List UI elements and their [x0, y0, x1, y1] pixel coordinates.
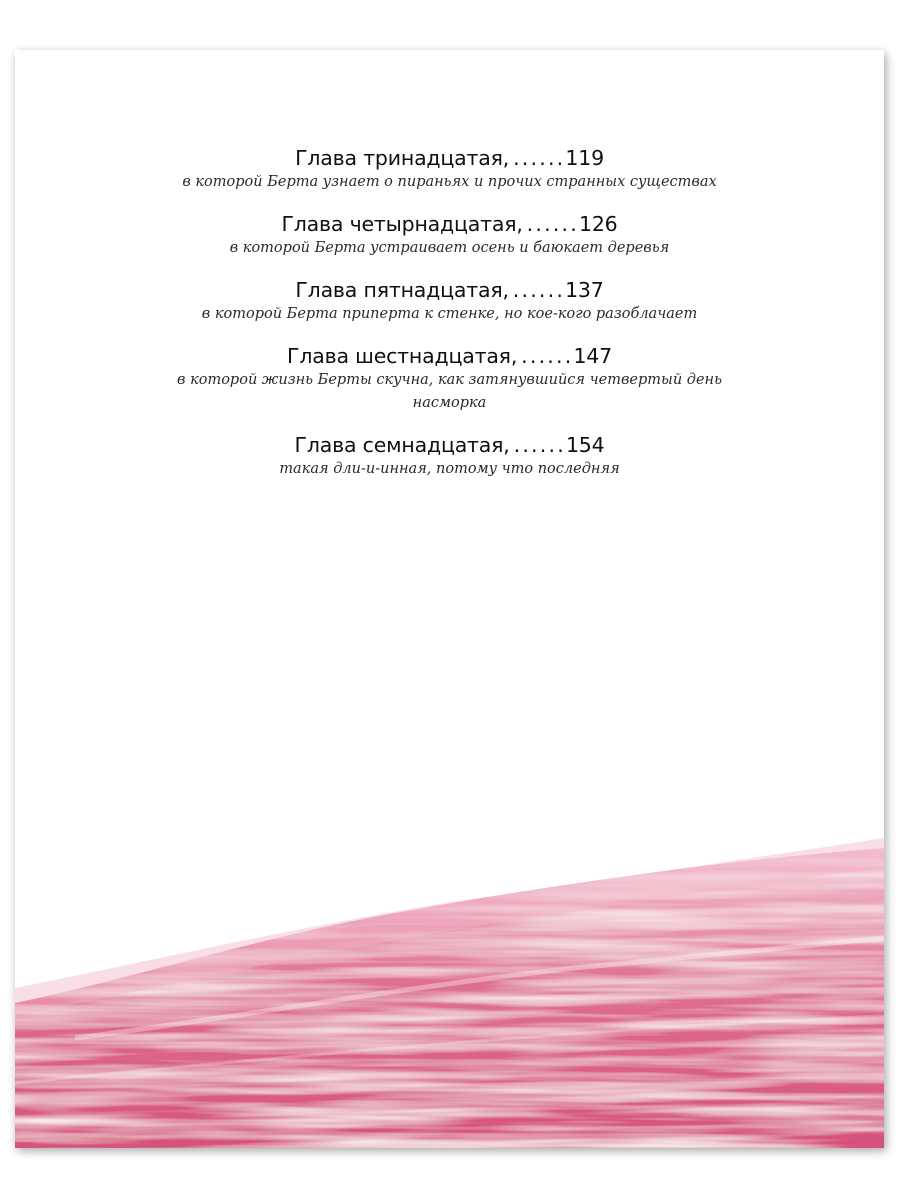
table-of-contents: [15, 145, 884, 498]
toc-entry-subtitle: в которой Берта устраивает осень и баюкает деревья: [229, 240, 670, 256]
toc-entry-13: [170, 145, 730, 194]
page-number: 126: [578, 212, 618, 236]
pink-brush-stroke-decoration: [15, 828, 884, 1148]
leader-dots: ......: [512, 278, 566, 302]
brush-stroke-main: [15, 848, 884, 1148]
chapter-name: Глава семнадцатая,: [294, 433, 510, 457]
book-page: [15, 50, 884, 1148]
toc-entry-15: [170, 277, 730, 326]
toc-entry-title: [170, 432, 730, 458]
toc-entry-title: [170, 145, 730, 171]
toc-entry-title: [170, 343, 730, 369]
toc-entry-subtitle: такая дли-и-инная, потому что последняя: [279, 461, 620, 477]
page-number: 119: [565, 146, 604, 170]
toc-entry-title: [170, 277, 730, 303]
toc-entry-title: [170, 211, 730, 237]
leader-dots: ......: [513, 146, 566, 170]
chapter-name: Глава шестнадцатая,: [287, 344, 518, 368]
toc-entry-17: [170, 432, 730, 481]
toc-entry-subtitle: в которой Берта узнает о пираньях и прочих странных существах: [182, 174, 717, 190]
page-number: 154: [565, 433, 605, 457]
leader-dots: ......: [526, 212, 579, 236]
toc-entry-subtitle: в которой жизнь Берты скучна, как затянувшийся четвертый день насморка: [177, 372, 722, 411]
page-number: 137: [565, 278, 604, 302]
toc-entry-16: [170, 343, 730, 415]
toc-entry-subtitle: в которой Берта приперта к стенке, но кое-кого разоблачает: [201, 306, 698, 322]
leader-dots: ......: [513, 433, 566, 457]
toc-entry-14: [170, 211, 730, 260]
chapter-name: Глава тринадцатая,: [295, 146, 510, 170]
chapter-name: Глава четырнадцатая,: [281, 212, 523, 236]
page-number: 147: [573, 344, 612, 368]
chapter-name: Глава пятнадцатая,: [295, 278, 509, 302]
leader-dots: ......: [521, 344, 574, 368]
